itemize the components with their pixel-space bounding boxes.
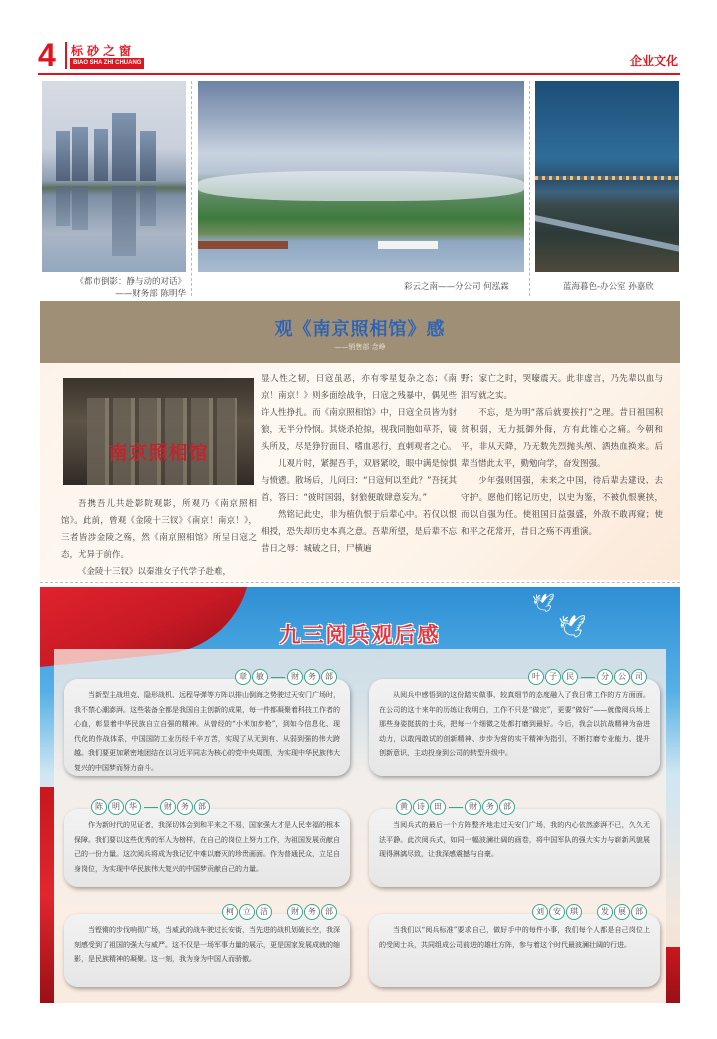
reflection-card bbox=[64, 907, 350, 987]
paragraph: 不忘，是为明“落后就要挨打”之理。昔日祖国积贫积弱，无力抵御外侮，方有此锥心之痛。今朝和平，非从天降，乃无数先烈抛头颅、洒热血换来。后辈当惜此太平，勤勉向学，奋发图强。 bbox=[461, 408, 663, 469]
paragraph: 少年强则国强，未来之中国，待后辈去建设、去守护。愿他们铭记历史，以史为鉴，不被仇恨裹挟，而以自强为任。使祖国日益强盛，外敌不敢再窥；使和平之花常开，昔日之殇不再重演。 bbox=[461, 476, 663, 537]
author-name-char: 田 bbox=[430, 799, 446, 815]
article-title: 九三阅兵观后感 bbox=[279, 622, 441, 647]
article-byline: ——销售部 念峥 bbox=[334, 343, 386, 351]
author-name-char: 叶 bbox=[528, 669, 544, 685]
author-tag bbox=[235, 669, 338, 685]
card-text: 当铿锵的步伐响彻广场，当威武的战车驶过长安街，当先进的战机划破长空，我深刻感受到了祖国的强大与威严。这不仅是一场军事力量的展示，更是国家发展成就的缩影，是民族精神的凝聚。这一刻，我为身为中国人而骄傲。 bbox=[74, 926, 340, 964]
paragraph: 吾携吾儿共赴影院观影，所观乃《南京照相馆》。此前，曾观《金陵十三钗》《南京！南京！》，三者皆涉金陵之殇，然《南京照相馆》所呈日寇之态，尤异于前作。 bbox=[61, 499, 257, 560]
article-column-3 bbox=[461, 371, 663, 541]
paper-title: 标砂之窗 bbox=[71, 44, 136, 58]
author-dept-char: 财 bbox=[160, 799, 176, 815]
photo-caption: 彩云之南——分公司 何泓霖 bbox=[404, 282, 509, 292]
red-ribbon-decoration bbox=[666, 947, 680, 1003]
reflection-card bbox=[369, 672, 660, 776]
caption-author: ——财务部 陈明华 bbox=[115, 289, 186, 299]
author-dept-char: 展 bbox=[614, 904, 630, 920]
page-number: 4 bbox=[38, 37, 56, 73]
author-dept-char: 务 bbox=[304, 904, 320, 920]
author-dept-char: 务 bbox=[482, 799, 498, 815]
author-dept-char: 部 bbox=[499, 799, 515, 815]
author-name-char: 安 bbox=[549, 904, 565, 920]
author-name-char: 黄 bbox=[396, 799, 412, 815]
author-name-char: 章 bbox=[235, 669, 251, 685]
paragraph: 儿观片时，紧握吾手，双唇紧咬，眼中满是惊惧与愤懑。散场后，儿问曰：“日寇何以至此？”吾抚其首，答曰：“彼时国弱，豺狼便敢肆意妄为。” bbox=[261, 459, 457, 503]
city-reflection-photo bbox=[42, 81, 186, 272]
paragraph: 显人性之韧，日寇虽恶，亦有零星复杂之态；《南京！南京！》则多面绘战争，日寇之残暴中，偶见些许人性挣扎。而《南京照相馆》中，日寇全员皆为豺狼，无半分怜悯。其烧杀抢掠，视我同胞如草芥，镜头所及，尽是狰狞面目、嗜血恶行，直刺观者之心。 bbox=[261, 374, 457, 452]
author-dept-char: 部 bbox=[631, 904, 647, 920]
dove-icon: 🕊 bbox=[558, 615, 586, 640]
author-name-char: 琪 bbox=[566, 904, 582, 920]
author-dept-char: 务 bbox=[177, 799, 193, 815]
author-name-char: 明 bbox=[108, 799, 124, 815]
author-dept-char: 财 bbox=[287, 904, 303, 920]
reflection-card bbox=[64, 672, 350, 776]
author-tag bbox=[528, 669, 648, 685]
photo-divider bbox=[191, 81, 192, 296]
article-title: 观《南京照相馆》感 bbox=[274, 319, 446, 340]
tag-connector bbox=[271, 677, 285, 678]
card-text: 当阅兵式的最后一个方阵整齐地走过天安门广场，我的内心依然澎湃不已，久久无法平静。此次阅兵式，如同一幅波澜壮阔的画卷，将中国军队的强大实力与崭新风貌展现得淋漓尽致，让我深感震撼与自豪。 bbox=[379, 821, 650, 859]
dove-icon: 🕊 bbox=[532, 593, 555, 614]
masthead bbox=[38, 38, 680, 74]
red-ribbon-decoration bbox=[40, 787, 54, 1003]
card-text: 从阅兵中感悟到的这份踏实做事、较真细节的态度融入了我日常工作的方方面面。在公司的这十来年的历练让我明白，工作不只是“做完”，更要“做好”——就像阅兵场上那些身姿挺拔的士兵，把每一个细微之处都打磨到最好。今后，我会以抗战精神为奋进动力，以敢闯敢试的创新精神、步步为营的实干精神为指引，不断打磨专业能力、提升创新意识，主动投身到公司的转型升级中。 bbox=[379, 691, 650, 758]
author-dept-char: 财 bbox=[465, 799, 481, 815]
author-name-char: 洁 bbox=[256, 904, 272, 920]
photo-caption bbox=[75, 276, 186, 300]
author-dept-char: 部 bbox=[321, 904, 337, 920]
tag-connector bbox=[449, 807, 463, 808]
header-rule bbox=[38, 73, 680, 75]
author-name-char: 陈 bbox=[91, 799, 107, 815]
author-name-char: 诗 bbox=[413, 799, 429, 815]
author-tag bbox=[91, 799, 211, 815]
section-label: 企业文化 bbox=[629, 54, 678, 68]
reflection-card bbox=[369, 907, 660, 987]
author-dept-char: 发 bbox=[597, 904, 613, 920]
author-name-char: 民 bbox=[562, 669, 578, 685]
article-column-1 bbox=[61, 496, 257, 581]
photo-divider bbox=[529, 81, 530, 296]
caption-title: 《都市倒影：静与动的对话》 bbox=[75, 277, 186, 287]
author-dept-char: 分 bbox=[597, 669, 613, 685]
tag-connector bbox=[581, 677, 595, 678]
paper-title-pinyin: BIAO SHA ZHI CHUANG bbox=[70, 58, 144, 69]
paragraph: 然铭记此史，非为植仇恨于后辈心中。若仅以恨相授，恐失却历史本真之意。吾辈所望，是后辈不忘昔日之辱：城破之日，尸横遍 bbox=[261, 510, 457, 554]
card-text: 作为新时代的见证者，我深切体会到和平来之不易，国家强大才是人民幸福的根本保障。我们要以这些优秀的军人为榜样，在自己的岗位上努力工作，为祖国发展贡献自己的一份力量。这次阅兵将成为我记忆中难以磨灭的珍贵画面。作为普通民众，立足自身岗位，为实现中华民族伟大复兴的中国梦贡献自己的力量。 bbox=[74, 821, 340, 873]
author-name-char: 刘 bbox=[532, 904, 548, 920]
author-dept-char: 部 bbox=[321, 669, 337, 685]
author-tag bbox=[222, 904, 338, 920]
reflection-card bbox=[369, 802, 660, 887]
author-name-char: 敏 bbox=[252, 669, 268, 685]
author-name-char: 子 bbox=[545, 669, 561, 685]
masthead-divider bbox=[65, 42, 67, 69]
author-dept-char: 部 bbox=[194, 799, 210, 815]
author-name-char: 立 bbox=[239, 904, 255, 920]
movie-poster-photo bbox=[63, 378, 254, 485]
card-text: 当新型主战坦克、隐形战机、远程导弹等方阵以排山倒海之势驶过天安门广场时，我不禁心潮澎湃。这些装备全都是我国自主创新的成果，每一件都凝聚着科技工作者的心血，彰显着中华民族自立自强的精神。从曾经的“小米加步枪”，到如今信息化、现代化的作战体系，中国国防工业历经千辛万苦，实现了从无到有、从弱到强的伟大跨越。我们要更加紧密地团结在以习近平同志为核心的党中央周围，为实现中华民族伟大复兴的中国梦而努力奋斗。 bbox=[74, 691, 340, 772]
author-dept-char: 公 bbox=[614, 669, 630, 685]
coastal-city-dusk-photo bbox=[535, 81, 679, 272]
reflection-card bbox=[64, 802, 350, 887]
tag-connector bbox=[144, 807, 158, 808]
article-header-band bbox=[40, 301, 680, 363]
author-tag bbox=[532, 904, 648, 920]
article-column-2 bbox=[261, 371, 457, 558]
author-dept-char: 务 bbox=[304, 669, 320, 685]
photo-caption: 蓝海暮色-办公室 孙嘉欣 bbox=[563, 282, 654, 292]
author-tag bbox=[396, 799, 516, 815]
author-dept-char: 司 bbox=[631, 669, 647, 685]
author-name-char: 柯 bbox=[222, 904, 238, 920]
author-name-char: 华 bbox=[125, 799, 141, 815]
paragraph: 《金陵十三钗》以秦淮女子代学子赴难， bbox=[78, 567, 232, 577]
article-divider bbox=[40, 582, 680, 583]
misty-mountain-lake-photo bbox=[198, 81, 524, 272]
paragraph: 野；家亡之时，哭嚎震天。此非虚言，乃先辈以血与泪写就之实。 bbox=[461, 374, 663, 401]
poster-title: 南京照相馆 bbox=[108, 442, 209, 464]
card-text: 当我们以“阅兵标准”要求自己，做好手中的每件小事，我们每个人都是自己岗位上的受阅士兵，共同组成公司前进的雄壮方阵，参与着这个时代最波澜壮阔的行进。 bbox=[379, 926, 650, 949]
author-dept-char: 财 bbox=[287, 669, 303, 685]
